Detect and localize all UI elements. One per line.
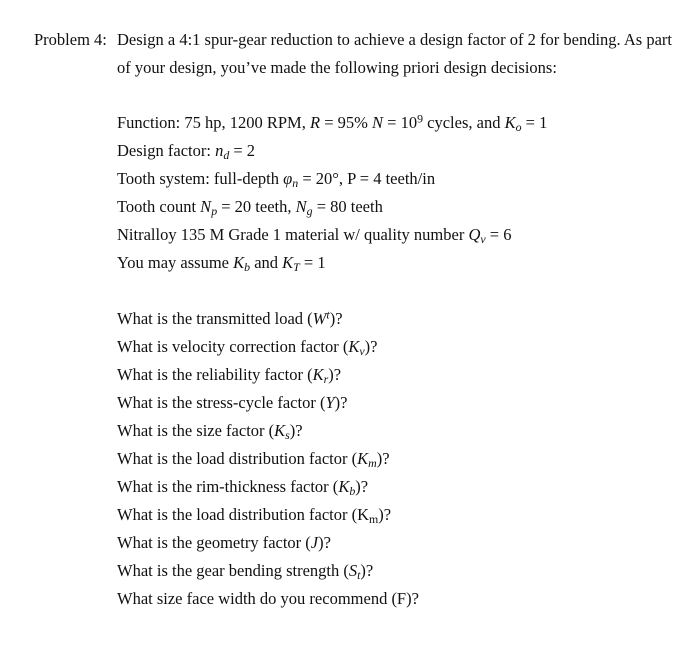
decision-tooth-count: Tooth count $N_p = 20$ teeth, $N_g = 80$ teeth	[117, 197, 383, 218]
question-bending-strength: What is the gear bending strength $(S_t)$?	[117, 561, 374, 582]
question-face-width: What size face width do you recommend (F)?	[117, 589, 419, 608]
question-load-distribution-factor-2: What is the load distribution factor $(K_m)$?	[117, 505, 392, 526]
question-reliability-factor: What is the reliability factor $(K_r)$?	[117, 365, 342, 386]
decision-tooth-system: Tooth system: full-depth $\varphi_n = 20^\circ$, P = 4 teeth/in	[117, 169, 436, 190]
question-size-factor: What is the size factor $(K_s)$?	[117, 421, 303, 442]
question-velocity-factor: What is velocity correction factor $(K_v)$?	[117, 337, 378, 358]
question-stress-cycle-factor: What is the stress-cycle factor (Y)?	[117, 393, 348, 412]
decision-assume: You may assume $K_b$ and $K_T = 1$	[117, 253, 326, 274]
question-load-distribution-factor: What is the load distribution factor $(K_m)$?	[117, 449, 390, 470]
problem-label: Problem 4:	[34, 30, 107, 49]
decision-material: Nitralloy 135 M Grade 1 material w/ quality number $Q_v = 6$	[117, 225, 512, 246]
question-geometry-factor: What is the geometry factor (J)?	[117, 533, 331, 552]
decision-design-factor: Design factor: $n_d = 2$	[117, 141, 256, 162]
problem-statement-line-2: of your design, you’ve made the following priori design decisions:	[117, 58, 557, 77]
question-rim-thickness-factor: What is the rim-thickness factor $(K_b)$?	[117, 477, 369, 498]
decision-function: Function: 75 hp, 1200 RPM, R = 95% $N = 10^9$ cycles, and $K_o = 1$	[117, 111, 548, 134]
question-transmitted-load: What is the transmitted load $(W^t)$?	[117, 307, 343, 328]
problem-statement-line-1: Design a 4:1 spur-gear reduction to achieve a design factor of 2 for bending. As part	[117, 30, 672, 49]
